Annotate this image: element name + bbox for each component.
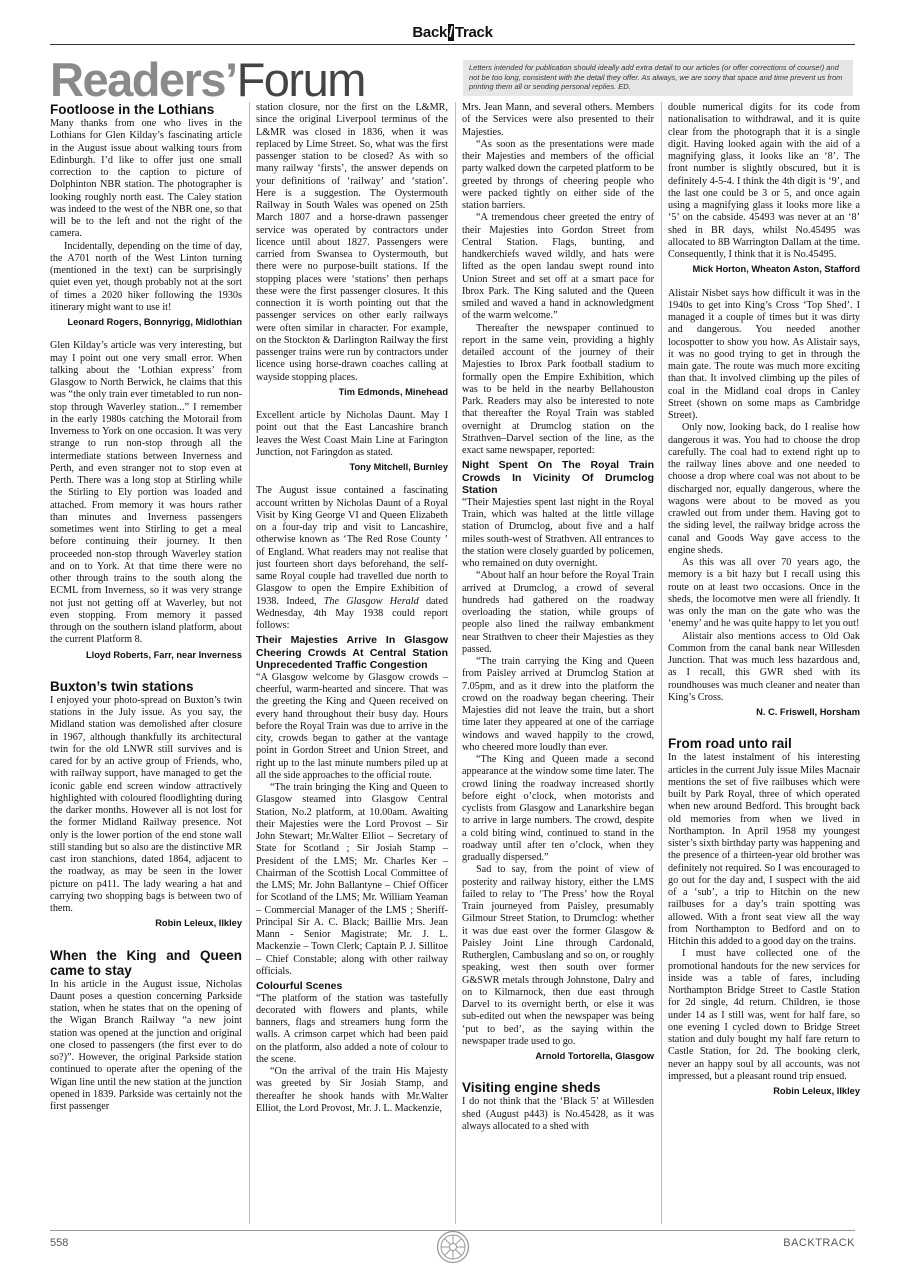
- letter-paragraph: “As soon as the presentations were made their Majesties and members of the official party walked down the carpeted platform to be greeted by throngs of cheering people who were packed tightly on either side of the station barriers.: [462, 138, 654, 211]
- letter-paragraph: “Their Majesties spent last night in the Royal Train, which was halted at the little village station of Drumclog, about five and a half miles south-west of Strathven. All entrances to the station were closely guarded by policemen, who remained on duty overnight.: [462, 496, 654, 569]
- letters-columns: [50, 102, 860, 1224]
- letter-paragraph: “A tremendous cheer greeted the entry of their Majesties into Gordon Street from Central Station. Flags, bunting, and handkerchiefs waved wildly, and hats were lifted as the open landau swept round into Union Street and set off at a smart pace for Ibrox Park. The King saluted and the Queen smiled and waved a hand in acknowledgment of the warm welcome.”: [462, 212, 654, 322]
- letter-paragraph: Sad to say, from the point of view of posterity and railway history, either the LMS failed to relay to ‘The Press’ how the Royal Train journeyed from Paisley, presumably Gilmour Street Station, to Drumclog: whether it was due east over the former Glasgow & Paisley Joint Line through Cardonald, Rutherglen, Cambuslang and so on, or roughly speaking, west then south over former G&SWR metals through Johnstone, Dalry and on to Kilmarnock, then due east through Darvel to its overnight berth, or else it was sub-edited out when the newspaper was being ‘put to bed’, as the saying within the newspaper trade used to go.: [462, 864, 654, 1047]
- masthead-track: Track: [454, 24, 493, 41]
- letter-paragraph: double numerical digits for its code from nationalisation to withdrawal, and it is quite clear from the photograph that it is a single digit. Having looked again with the aid of a magnifying glass, it looks like an ‘8’. The front number is slightly obscured, but it is definitely 4-5-4. I think the 4th digit is ‘9’, and the last one could be 3 or 5, and once again using a magnifying glass it looks more like a ‘5’ on the cabside. 45493 was never at an ‘8’ shed in BR days, whilst No.45495 was allocated to 8B Warrington Dallam at the time. Consequently, I think that it is No.45495.: [668, 102, 860, 260]
- title-readers: Readers’: [50, 53, 237, 106]
- letter-paragraph: Only now, looking back, do I realise how dangerous it was. You had to choose the drop carefully. The coal had to extend right up to the railway lines above and one needed to choose a drop where coal was not about to be discharged nor, equally dangerous, where the wagons were about to be moved as you crawled out from under them. Having got to the siding level, the railway bridge across the canal and Goods Way gave access to the engine sheds.: [668, 422, 860, 556]
- quoted-subheading: Night Spent On The Royal Train Crowds In Vicinity Of Drumclog Station: [462, 459, 654, 497]
- letter-paragraph: Excellent article by Nicholas Daunt. May I point out that the East Lancashire branch leaves the West Coast Main Line at Farington Junction, not Faringdon as stated.: [256, 410, 448, 458]
- letter-paragraph: “The train bringing the King and Queen to Glasgow steamed into Glasgow Central Station, No.2 platform, at 10.00am. Awaiting their Majesties were the Lord Provost – Sir John Stewart; Mr.Walter Elliot – Secretary of State for Scotland ; Sir Josiah Stamp – President of the LMS; Mr. Charles Ker – Chairman of the Scottish Local Committee of the LMS; Mr. John Ballantyne – Chief Officer for Scotland of the LMS; Mr. William Yeaman – Commercial Manager of the LMS ; Sheriff-Principal Sir A. C. Black; Baillie Mrs. Jean Mann - Senior Magistrate; Mr. J. L. Mackenzie – Town Clerk; Captain P. J. Sillitoe – Chief Constable; along with other railway officials.: [256, 782, 448, 977]
- letter-signature: Lloyd Roberts, Farr, near Inverness: [85, 649, 242, 660]
- title-forum: Forum: [236, 53, 365, 106]
- column-4: [668, 102, 860, 1224]
- column-divider: [661, 102, 662, 1224]
- letter-paragraph: “About half an hour before the Royal Train arrived at Drumclog, a crowd of several hundreds had gathered on the roadway overloading the station, while groups of people also lined the railway embankment near Strathven to cheer their Majesties as they passed.: [462, 570, 654, 655]
- letter-paragraph: station closure, nor the first on the L&MR, since the original Liverpool terminus of the L&MR was closed in 1836, when it was replaced by Lime Street. So, what was the first passenger station to be closed? As with so many railway ‘firsts’, the answer depends on your definitions of ‘railway’ and ‘station’. Here is a suggestion. The Oystermouth Railway in South Wales was opened on 25th March 1807 and a horse-drawn passenger service was operated by contractors under licence until about 1827. Passengers were carried from Swansea to Oystermouth, but there were no purpose-built stations. If the stopping places were ‘stations’ then perhaps these were the first passenger closures. It this connection it is worth pointing out that the passenger services on other early railways were often similar in character. For example, on the Stockton & Darlington Railway the first passenger trains were run by contractors under licence using horse-drawn coaches calling at wayside stopping places.: [256, 102, 448, 383]
- column-3: [462, 102, 654, 1224]
- letter-paragraph: Alistair Nisbet says how difficult it was in the 1940s to get into King’s Cross ‘Top Shed’. I managed it a couple of times but it was dirty and dangerous. You needed another locospotter to show you how. As Alistair says, it was no good trying to get in through the main gate. The route was much more exciting than that. It involved climbing up the piles of coal in the Midland coal drops in Canley Street (shown on some maps as Cambridge Street).: [668, 287, 860, 421]
- letter-signature: N. C. Friswell, Horsham: [756, 707, 860, 717]
- letter-paragraph: I do not think that the ‘Black 5’ at Willesden shed (August p443) is No.45428, as it was always allocated to a shed with: [462, 1096, 654, 1132]
- column-divider: [249, 102, 250, 1224]
- letter-heading: Buxton’s twin stations: [50, 678, 194, 694]
- masthead-logo: [0, 24, 905, 41]
- letter-paragraph: “A Glasgow welcome by Glasgow crowds – cheerful, warm-hearted and sincere. That was the greeting the King and Queen received on every hand throughout their busy day. Hours before the Royal Train was due to arrive in the city, crowds began to gather at the vantage point in Gordon Street and Union Street, and right up to the last minute numbers piled up at all the side approaches to the official route.: [256, 671, 448, 781]
- top-rule: [50, 44, 855, 45]
- letter-heading: From road unto rail: [668, 736, 792, 752]
- masthead-back: Back: [412, 24, 448, 41]
- letter-paragraph: The August issue contained a fascinating account written by Nicholas Daunt of a Royal Visit by King George VI and Queen Elizabeth on a four-day trip and visit to Lancashire, otherwise known as ‘The Red Rose County ’ of England. What readers may not realise that just fourteen short days beforehand, the self-same Royal couple had travelled due north to Glasgow to open the Empire Exhibition of 1938. Indeed, The Glasgow Herald dated Wednesday, 4th May 1938 could report follows:: [256, 485, 448, 631]
- masthead-slash: /: [449, 24, 453, 41]
- letter-signature: Arnold Tortorella, Glasgow: [535, 1051, 654, 1061]
- letter-heading: When the King and Queen came to stay: [50, 947, 242, 978]
- letter-signature: Mick Horton, Wheaton Aston, Stafford: [692, 264, 860, 275]
- quoted-subheading: Their Majesties Arrive In Glasgow Cheering Crowds At Central Station Unprecedented Traffic Congestion: [256, 634, 448, 672]
- editor-intro-box: Letters intended for publication should ideally add extra detail to our articles (or offer corrections of course!) and not be too long, consistent with the detail they offer. As always, we are sorry that space and time prevent us from printing them all or sending personal replies. ED.: [463, 60, 853, 96]
- letter-signature: Robin Leleux, Ilkley: [155, 918, 242, 929]
- letter-paragraph: As this was all over 70 years ago, the memory is a bit hazy but I recall using this route on at least two occasions. Once in the sheds, the locomotve men were all friendly. It was only the man on the gate who was the ‘enemy’ and he was quite happy to let you out!: [668, 557, 860, 630]
- letter-signature: Robin Leleux, Ilkley: [773, 1086, 860, 1096]
- letter-paragraph: I must have collected one of the promotional handouts for the new services for inside was a table of fares, including Northampton Bridge Street to Castle Station for 2d single, 4d return. Children, ie those under 14 as I still was, went for half fare, so one evening I cycled down to Bridge Street station and duly bought my half fare return to Castle Station, for 2d. The booking clerk, never an happy soul by all accounts, was not impressed, but a pleasant round trip ensued.: [668, 948, 860, 1082]
- letter-heading: Visiting engine sheds: [462, 1080, 601, 1096]
- letter-signature: Tony Mitchell, Burnley: [349, 462, 448, 472]
- wheel-emblem-icon: [436, 1230, 470, 1264]
- column-2: [256, 102, 448, 1224]
- magazine-name: BACKTRACK: [783, 1237, 855, 1249]
- letter-paragraph: “On the arrival of the train His Majesty was greeted by Sir Josiah Stamp, and thereafter he shook hands with Mr.Walter Elliot, the Lord Provost, Mr. J. L. Mackenzie,: [256, 1066, 448, 1114]
- newspaper-title: The Glasgow Herald: [323, 595, 419, 607]
- letter-paragraph: Incidentally, depending on the time of day, the A701 north of the West Linton turning (mentioned in the text) can be surprisingly quiet even yet, though probably not at the sort of times a 2020 hiker following the 1930s itinerary might want to use it!: [50, 240, 242, 313]
- letter-paragraph: Many thanks from one who lives in the Lothians for Glen Kilday’s fascinating article in the August issue about walking tours from Edinburgh. I’d like to offer just one small correction to the caption to picture of Dolphinton NBR station. The photographer is looking roughly north east. The Caley station was indeed to the west of the NBR one, so that will be to the left and not the right of the camera.: [50, 118, 242, 240]
- page-title: [50, 52, 365, 106]
- page-number: 558: [50, 1237, 69, 1249]
- letter-signature: Leonard Rogers, Bonnyrigg, Midlothian: [67, 317, 242, 327]
- column-1: [50, 102, 242, 1224]
- letter-paragraph: “The train carrying the King and Queen from Paisley arrived at Drumclog Station at 7.05pm, and as it drew into the platform the crowd on the roadway began cheering. Their Majesties did not leave the train, but a short time later they appeared at one of the carriage windows and waved happily to the crowd, who cheered more loudly than ever.: [462, 656, 654, 753]
- quoted-subheading: Colourful Scenes: [256, 980, 343, 992]
- letter-paragraph: In his article in the August issue, Nicholas Daunt poses a question concerning Parkside station, when he states that on the opening of the Wigan Branch Railway “a new joint station was opened at the junction and original one closed to passengers (the first ever to do so?)”. However, the original Parkside station continued to operate after the opening of the Wigan line until the new station at the junction opened in 1839. Parkside was certainly not the first passenger: [50, 978, 242, 1112]
- letter-paragraph: “The King and Queen made a second appearance at the window some time later. The crowd lining the roadway increased shortly before eight o’clock, when motorists and cyclists from Glasgow and Lanarkshire began to arrive in large numbers. The crowd, despite a cold biting wind, continued to stand in the roadway until after ten o’clock, when they gradually dispersed.”: [462, 754, 654, 863]
- letter-paragraph: Alistair also mentions access to Old Oak Common from the canal bank near Willesden Junction. That was much less hazardous and, as I recall, this GWR shed with its roundhouses was much cleaner and neater than King’s Cross.: [668, 630, 860, 703]
- letter-signature: Tim Edmonds, Minehead: [338, 386, 448, 397]
- letter-paragraph: “The platform of the station was tastefully decorated with flowers and plants, while banners, flags and streamers hung form the walls. A crimson carpet which had been paid on the platform, also added a note of colour to the scene.: [256, 992, 448, 1065]
- letter-paragraph: Mrs. Jean Mann, and several others. Members of the Services were also presented to their Majesties.: [462, 102, 654, 138]
- letter-heading: Footloose in the Lothians: [50, 102, 215, 117]
- column-divider: [455, 102, 456, 1224]
- letter-paragraph: In the latest instalment of his interesting articles in the current July issue Miles Macnair mentions the set of five railbuses which were built by Park Royal, three of which operated when new around Bedford. This brought back old memories from when we lived in Northampton. In April 1958 my youngest sister’s sixth birthday party was happening and the presence of a thirteen-year old brother was definitely not required. So I was encouraged to go out for the day and, I suspect with the aid of a ‘sub’, a trip to Hitchin on the new railbuses for a day’s train spotting was allowed. With a front seat view all the way from Northampton to Bedford and on to Hitchin this added to a good day on the trains.: [668, 752, 860, 947]
- letter-paragraph: Thereafter the newspaper continued to report in the same vein, providing a highly detailed account of the journey of their Majesties to Ibrox Park football stadium to formally open the Empire Exhibition, which was to be held in the nearby Bellahouston Park. Readers may also be interested to note that thereafter the Royal Train was stabled overnight at Drumclog station on the Strathven–Darvel section of the line, as the exact same newspaper, reported:: [462, 322, 654, 456]
- letter-paragraph: I enjoyed your photo-spread on Buxton’s twin stations in the July issue. As you say, the Midland station was demolished after closure in 1967, although thankfully its architectural twin for the old LNWR still survives and is cared for by an active group of Friends, who, with railway support, have managed to get the iconic gable end screen window attractively highlighted with coloured floodlighting during the darker months. However all is not lost for the former Midland Railway presence. Not only is the lower portion of the end stone wall still standing but so also are the distinctive MR cast iron stanchions, dated 1864, adjacent to the roadway, as may be seen in the lower picture on p411. The lady wearing a hat and carrying two shopping bags is between two of them.: [50, 694, 242, 914]
- letter-paragraph: Glen Kilday’s article was very interesting, but may I point out one very small error. When talking about the ‘Lothian express’ from Glasgow to North Berwick, he claims that this was “the only train ever timetabled to run non-stop through Waverley station...” I remember in the early 1980s catching the Motorail from Inverness to York on one occasion. It was very strange to run non-stop through all the intermediate stations between Inverness and Perth, and even stranger not to stop even at Perth. There was a long stop at Stirling while the Stirling to Ely portion was loaded and attached. From memory it was hours rather than minutes and Inverness passengers sometimes went into Stirling to get a meal before continuing their journey. It then proceeded non-stop through Waverley station and on to York. At that time there were no other through trains to the south along the ECML from Inverness, so it was very strange not just not getting off at Waverley, but not even stopping. From memory it passed through on the southern island platform, about the current Platform 8.: [50, 340, 242, 646]
